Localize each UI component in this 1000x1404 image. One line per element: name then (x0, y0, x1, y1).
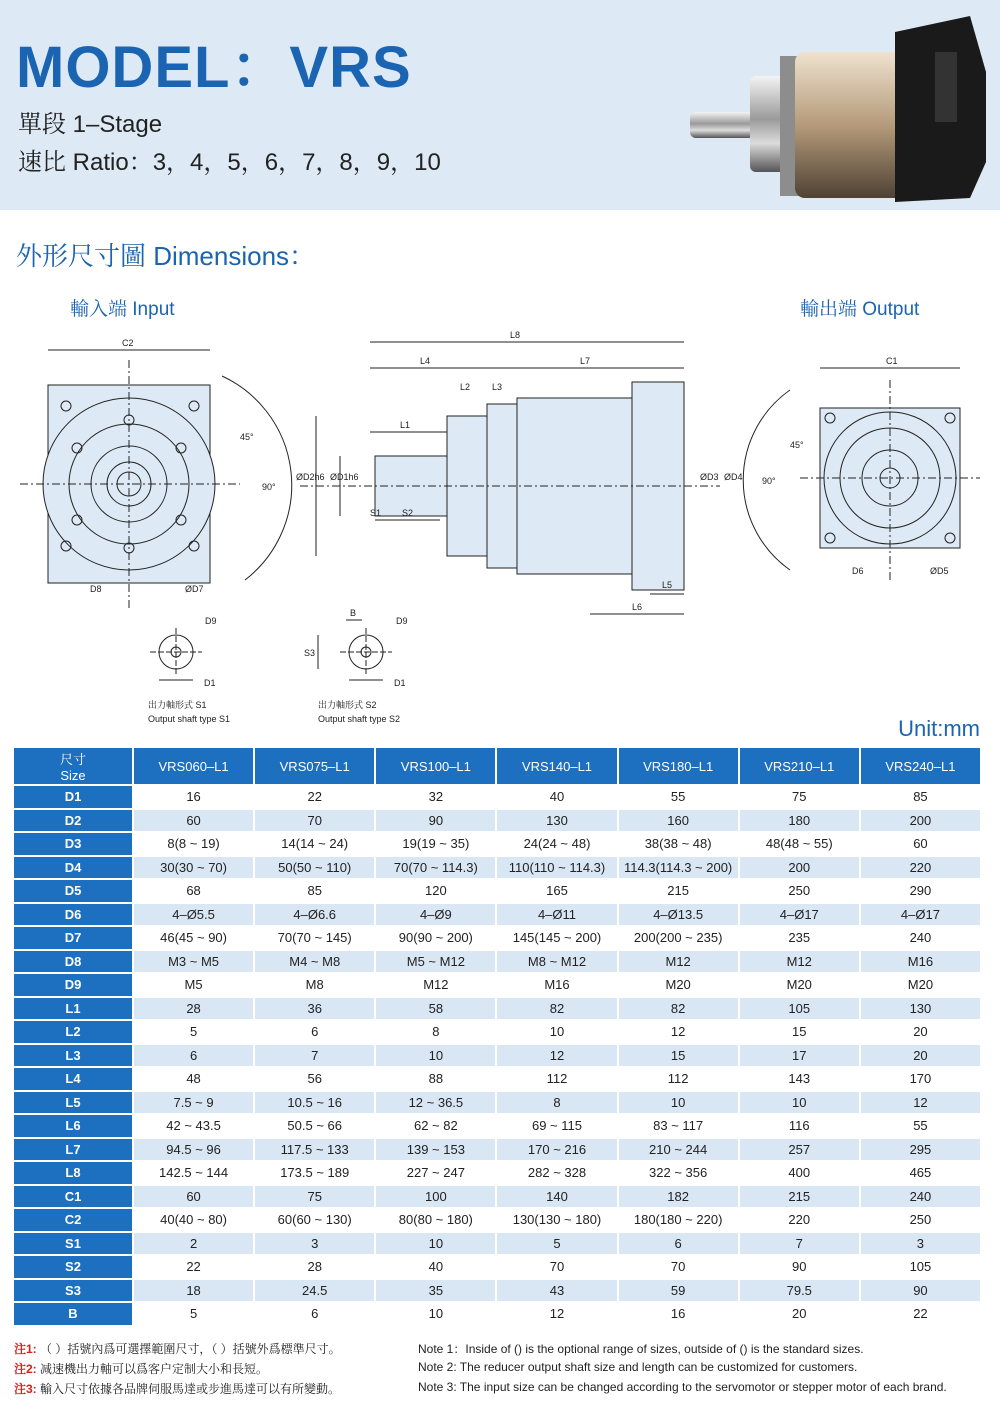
table-cell: 100 (376, 1186, 495, 1208)
table-row (14, 1209, 980, 1231)
table-cell: 46(45 ~ 90) (134, 927, 253, 949)
table-cell: 70(70 ~ 145) (255, 927, 374, 949)
s2-d9: D9 (396, 616, 408, 626)
dim-d8: D8 (90, 584, 102, 594)
table-cell: 180 (740, 810, 859, 832)
table-cell: 15 (740, 1021, 859, 1043)
table-row (14, 1139, 980, 1161)
table-cell: 257 (740, 1139, 859, 1161)
table-cell: 7.5 ~ 9 (134, 1092, 253, 1114)
model-header: VRS075–L1 (255, 748, 374, 784)
row-label: L7 (14, 1139, 132, 1161)
table-row (14, 1162, 980, 1184)
note-row (14, 1340, 989, 1360)
table-cell: 24.5 (255, 1280, 374, 1302)
table-cell: 145(145 ~ 200) (497, 927, 616, 949)
table-cell: 70 (255, 810, 374, 832)
dim-s2: S2 (402, 508, 414, 518)
dim-l1: L1 (400, 420, 411, 430)
table-cell: 79.5 (740, 1280, 859, 1302)
table-cell: 250 (861, 1209, 980, 1231)
s2-d1: D1 (394, 678, 406, 688)
table-cell: 28 (255, 1256, 374, 1278)
corner-header (14, 748, 132, 784)
table-cell: 22 (134, 1256, 253, 1278)
ratio-label: 速比 Ratio：3，4，5，6，7，8，9，10 (18, 149, 441, 176)
note-zh: 注2: 减速機出力軸可以爲客户定制大小和長短。 (14, 1362, 269, 1376)
table-row (14, 1303, 980, 1325)
note-row (14, 1360, 989, 1380)
table-cell: 82 (619, 998, 738, 1020)
model-header: VRS140–L1 (497, 748, 616, 784)
row-label: D8 (14, 951, 132, 973)
model-header: VRS100–L1 (376, 748, 495, 784)
table-row (14, 927, 980, 949)
table-cell: 85 (255, 880, 374, 902)
note-zh: 注1: （ ）括號內爲可選擇範圍尺寸，（ ）括號外爲標準尺寸。 (14, 1342, 341, 1356)
table-cell: M3 ~ M5 (134, 951, 253, 973)
table-cell: 10 (619, 1092, 738, 1114)
s1-d9: D9 (205, 616, 217, 626)
output-flange-view (743, 368, 980, 580)
table-cell: 12 ~ 36.5 (376, 1092, 495, 1114)
table-cell: 210 ~ 244 (619, 1139, 738, 1161)
s2-caption-en: Output shaft type S2 (318, 714, 401, 724)
table-row (14, 1186, 980, 1208)
table-cell: 165 (497, 880, 616, 902)
table-row (14, 998, 980, 1020)
output-side-label: 輸出端 Output (800, 299, 920, 320)
table-cell: M4 ~ M8 (255, 951, 374, 973)
gearbox-product-image (680, 12, 990, 202)
table-cell: 130 (861, 998, 980, 1020)
table-cell: 55 (861, 1115, 980, 1137)
table-header-row (14, 748, 980, 784)
table-row (14, 1115, 980, 1137)
table-cell: 4–Ø17 (740, 904, 859, 926)
table-cell: 4–Ø6.6 (255, 904, 374, 926)
dim-l6: L6 (632, 602, 643, 612)
table-cell: 110(110 ~ 114.3) (497, 857, 616, 879)
row-label: L1 (14, 998, 132, 1020)
table-cell: 16 (619, 1303, 738, 1325)
row-label: S3 (14, 1280, 132, 1302)
table-cell: 120 (376, 880, 495, 902)
table-cell: 465 (861, 1162, 980, 1184)
table-cell: 8 (376, 1021, 495, 1043)
row-label: L3 (14, 1045, 132, 1067)
table-cell: 139 ~ 153 (376, 1139, 495, 1161)
table-cell: M5 (134, 974, 253, 996)
table-cell: 4–Ø11 (497, 904, 616, 926)
row-label: D9 (14, 974, 132, 996)
table-cell: M20 (619, 974, 738, 996)
table-cell: 7 (740, 1233, 859, 1255)
table-cell: 12 (619, 1021, 738, 1043)
dim-d1: ØD1h6 (330, 472, 359, 482)
dim-l4: L4 (420, 356, 431, 366)
note-row (14, 1380, 989, 1400)
table-row (14, 1068, 980, 1090)
table-cell: 62 ~ 82 (376, 1115, 495, 1137)
table-cell: 38(38 ~ 48) (619, 833, 738, 855)
input-side-label: 輸入端 Input (70, 299, 175, 320)
row-label: B (14, 1303, 132, 1325)
table-row (14, 1045, 980, 1067)
dim-d5: ØD5 (930, 566, 949, 576)
s2-b: B (350, 608, 357, 618)
table-cell: 112 (619, 1068, 738, 1090)
table-cell: 18 (134, 1280, 253, 1302)
notes-block (14, 1340, 989, 1400)
table-cell: 180(180 ~ 220) (619, 1209, 738, 1231)
table-cell: 4–Ø9 (376, 904, 495, 926)
input-flange-view (20, 350, 292, 608)
corner-zh: 尺寸 (59, 752, 86, 767)
table-cell: M8 (255, 974, 374, 996)
s2-s3: S3 (304, 648, 316, 658)
table-cell: 60 (861, 833, 980, 855)
note-en: Note 3: The input size can be changed according to the servomotor or stepper motor of each brand. (418, 1380, 947, 1394)
dim-d2: ØD2h6 (296, 472, 325, 482)
dim-d3: ØD3 (700, 472, 719, 482)
dim-angle-90-output: 90° (762, 476, 776, 486)
note-zh: 注3: 輸入尺寸依據各品牌伺服馬達或步進馬達可以有所變動。 (14, 1382, 341, 1396)
table-cell: 35 (376, 1280, 495, 1302)
table-cell: 55 (619, 786, 738, 808)
table-cell: 60 (134, 1186, 253, 1208)
table-cell: 12 (497, 1045, 616, 1067)
row-label: D2 (14, 810, 132, 832)
table-cell: M12 (376, 974, 495, 996)
table-cell: 19(19 ~ 35) (376, 833, 495, 855)
table-cell: 282 ~ 328 (497, 1162, 616, 1184)
table-row (14, 974, 980, 996)
table-cell: 20 (861, 1021, 980, 1043)
table-cell: 290 (861, 880, 980, 902)
table-row (14, 1233, 980, 1255)
dim-l5: L5 (662, 580, 673, 590)
unit-label: Unit:mm (898, 716, 980, 741)
shaft-type-s2 (318, 620, 392, 680)
table-cell: 10.5 ~ 16 (255, 1092, 374, 1114)
table-cell: 215 (619, 880, 738, 902)
row-label: L6 (14, 1115, 132, 1137)
table-cell: 215 (740, 1186, 859, 1208)
table-cell: 295 (861, 1139, 980, 1161)
table-cell: 70(70 ~ 114.3) (376, 857, 495, 879)
model-header: VRS210–L1 (740, 748, 859, 784)
table-cell: 69 ~ 115 (497, 1115, 616, 1137)
row-label: S1 (14, 1233, 132, 1255)
row-label: S2 (14, 1256, 132, 1278)
table-cell: 60 (134, 810, 253, 832)
table-row (14, 810, 980, 832)
table-cell: 56 (255, 1068, 374, 1090)
table-cell: 70 (619, 1256, 738, 1278)
dim-c1: C1 (886, 356, 898, 366)
table-cell: 200 (861, 810, 980, 832)
table-cell: 60(60 ~ 130) (255, 1209, 374, 1231)
table-cell: 85 (861, 786, 980, 808)
table-cell: 88 (376, 1068, 495, 1090)
table-cell: M20 (740, 974, 859, 996)
table-cell: M12 (619, 951, 738, 973)
model-header: VRS180–L1 (619, 748, 738, 784)
table-cell: 10 (376, 1303, 495, 1325)
table-cell: 8 (497, 1092, 616, 1114)
table-cell: 75 (740, 786, 859, 808)
table-cell: 105 (740, 998, 859, 1020)
table-cell: 130 (497, 810, 616, 832)
table-cell: 235 (740, 927, 859, 949)
table-cell: M8 ~ M12 (497, 951, 616, 973)
table-cell: 4–Ø13.5 (619, 904, 738, 926)
table-cell: 12 (861, 1092, 980, 1114)
table-cell: 240 (861, 1186, 980, 1208)
table-cell: M5 ~ M12 (376, 951, 495, 973)
note-en: Note 1：Inside of () is the optional range of sizes, outside of () is the standard sizes. (418, 1342, 864, 1356)
table-cell: 83 ~ 117 (619, 1115, 738, 1137)
row-label: C2 (14, 1209, 132, 1231)
row-label: D3 (14, 833, 132, 855)
table-cell: 220 (861, 857, 980, 879)
table-cell: 250 (740, 880, 859, 902)
table-cell: 20 (861, 1045, 980, 1067)
table-cell: 6 (134, 1045, 253, 1067)
row-label: D1 (14, 786, 132, 808)
stage-label: 單段 1–Stage (18, 111, 163, 138)
table-cell: 3 (861, 1233, 980, 1255)
table-cell: 16 (134, 786, 253, 808)
table-row (14, 1092, 980, 1114)
table-cell: 70 (497, 1256, 616, 1278)
table-cell: 10 (497, 1021, 616, 1043)
table-row (14, 833, 980, 855)
table-row (14, 951, 980, 973)
table-cell: 22 (255, 786, 374, 808)
table-cell: 90 (861, 1280, 980, 1302)
table-cell: 5 (134, 1021, 253, 1043)
table-row (14, 880, 980, 902)
table-cell: 48 (134, 1068, 253, 1090)
dim-l2: L2 (460, 382, 471, 392)
row-label: L4 (14, 1068, 132, 1090)
table-cell: 10 (740, 1092, 859, 1114)
row-label: L5 (14, 1092, 132, 1114)
table-cell: 10 (376, 1233, 495, 1255)
dim-s1: S1 (370, 508, 382, 518)
table-cell: 40 (376, 1256, 495, 1278)
dim-angle-45-input: 45° (240, 432, 254, 442)
table-cell: 322 ~ 356 (619, 1162, 738, 1184)
table-cell: 32 (376, 786, 495, 808)
dim-angle-90-input: 90° (262, 482, 276, 492)
table-cell: 68 (134, 880, 253, 902)
table-cell: 48(48 ~ 55) (740, 833, 859, 855)
dimension-drawing (0, 320, 1000, 740)
table-cell: 130(130 ~ 180) (497, 1209, 616, 1231)
row-label: D5 (14, 880, 132, 902)
table-cell: 400 (740, 1162, 859, 1184)
table-cell: 4–Ø5.5 (134, 904, 253, 926)
table-cell: 170 ~ 216 (497, 1139, 616, 1161)
note-en: Note 2: The reducer output shaft size and length can be customized for customers. (418, 1360, 858, 1374)
dim-c2: C2 (122, 338, 134, 348)
table-row (14, 1280, 980, 1302)
shaft-type-s1 (150, 628, 202, 680)
model-header: VRS240–L1 (861, 748, 980, 784)
table-cell: M20 (861, 974, 980, 996)
table-row (14, 857, 980, 879)
dimensions-title: 外形尺寸圖 Dimensions： (16, 241, 316, 271)
table-cell: 200 (740, 857, 859, 879)
s1-d1: D1 (204, 678, 216, 688)
table-cell: 116 (740, 1115, 859, 1137)
table-cell: 6 (255, 1021, 374, 1043)
s1-caption-en: Output shaft type S1 (148, 714, 231, 724)
table-cell: 220 (740, 1209, 859, 1231)
s2-caption-zh: 出力軸形式 S2 (318, 700, 377, 710)
table-cell: 5 (497, 1233, 616, 1255)
table-cell: 50.5 ~ 66 (255, 1115, 374, 1137)
dim-d7: ØD7 (185, 584, 204, 594)
table-cell: 20 (740, 1303, 859, 1325)
table-cell: 7 (255, 1045, 374, 1067)
table-cell: 90 (376, 810, 495, 832)
dim-d6: D6 (852, 566, 864, 576)
dim-l8: L8 (510, 330, 521, 340)
table-row (14, 904, 980, 926)
table-cell: 28 (134, 998, 253, 1020)
table-cell: 80(80 ~ 180) (376, 1209, 495, 1231)
table-cell: 200(200 ~ 235) (619, 927, 738, 949)
table-cell: 227 ~ 247 (376, 1162, 495, 1184)
table-row (14, 1021, 980, 1043)
table-cell: 94.5 ~ 96 (134, 1139, 253, 1161)
table-cell: 36 (255, 998, 374, 1020)
table-cell: 42 ~ 43.5 (134, 1115, 253, 1137)
table-cell: 6 (255, 1303, 374, 1325)
table-cell: 112 (497, 1068, 616, 1090)
table-cell: 12 (497, 1303, 616, 1325)
dim-d4: ØD4 (724, 472, 743, 482)
s1-caption-zh: 出力軸形式 S1 (148, 700, 207, 710)
table-cell: 82 (497, 998, 616, 1020)
table-cell: M12 (740, 951, 859, 973)
model-header: VRS060–L1 (134, 748, 253, 784)
dim-l7: L7 (580, 356, 591, 366)
row-label: D7 (14, 927, 132, 949)
table-cell: 117.5 ~ 133 (255, 1139, 374, 1161)
table-row (14, 1256, 980, 1278)
table-cell: 8(8 ~ 19) (134, 833, 253, 855)
table-cell: 50(50 ~ 110) (255, 857, 374, 879)
table-cell: 10 (376, 1045, 495, 1067)
table-cell: 142.5 ~ 144 (134, 1162, 253, 1184)
table-cell: 240 (861, 927, 980, 949)
table-cell: M16 (497, 974, 616, 996)
table-cell: 90(90 ~ 200) (376, 927, 495, 949)
table-cell: 143 (740, 1068, 859, 1090)
table-cell: 182 (619, 1186, 738, 1208)
row-label: L8 (14, 1162, 132, 1184)
table-cell: 6 (619, 1233, 738, 1255)
dim-l3: L3 (492, 382, 503, 392)
corner-en: Size (60, 768, 86, 783)
table-cell: 14(14 ~ 24) (255, 833, 374, 855)
row-label: C1 (14, 1186, 132, 1208)
spec-table (12, 746, 982, 1327)
table-cell: 43 (497, 1280, 616, 1302)
table-cell: 17 (740, 1045, 859, 1067)
table-cell: 15 (619, 1045, 738, 1067)
table-cell: 114.3(114.3 ~ 200) (619, 857, 738, 879)
table-cell: 40 (497, 786, 616, 808)
table-cell: 170 (861, 1068, 980, 1090)
table-cell: 75 (255, 1186, 374, 1208)
table-cell: 173.5 ~ 189 (255, 1162, 374, 1184)
table-cell: 30(30 ~ 70) (134, 857, 253, 879)
table-cell: 59 (619, 1280, 738, 1302)
table-cell: 22 (861, 1303, 980, 1325)
table-cell: 4–Ø17 (861, 904, 980, 926)
table-cell: 24(24 ~ 48) (497, 833, 616, 855)
row-label: D4 (14, 857, 132, 879)
table-cell: 2 (134, 1233, 253, 1255)
table-cell: 58 (376, 998, 495, 1020)
table-cell: 160 (619, 810, 738, 832)
table-cell: 105 (861, 1256, 980, 1278)
row-label: D6 (14, 904, 132, 926)
table-cell: 40(40 ~ 80) (134, 1209, 253, 1231)
side-view (300, 342, 720, 614)
table-cell: 90 (740, 1256, 859, 1278)
page-title: MODEL：VRS (16, 35, 412, 100)
table-cell: 3 (255, 1233, 374, 1255)
table-cell: 140 (497, 1186, 616, 1208)
table-cell: 5 (134, 1303, 253, 1325)
row-label: L2 (14, 1021, 132, 1043)
table-row (14, 786, 980, 808)
table-cell: M16 (861, 951, 980, 973)
dim-angle-45-output: 45° (790, 440, 804, 450)
